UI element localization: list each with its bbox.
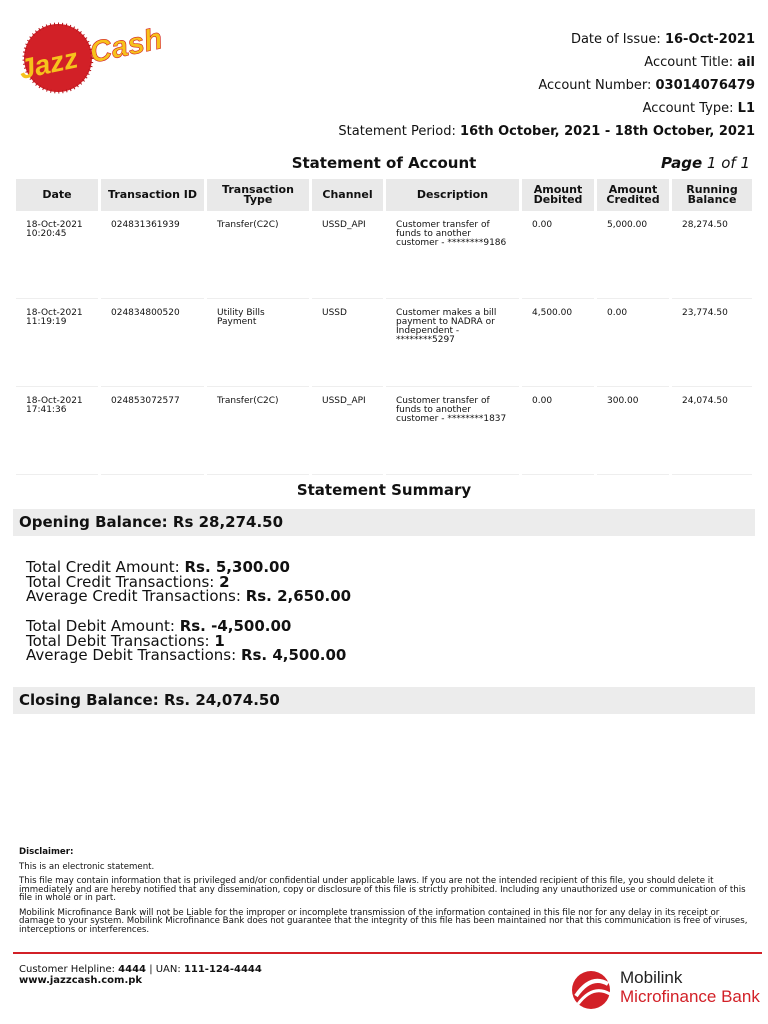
cell-debited: 4,500.00: [522, 299, 594, 387]
column-header: Amount Credited: [597, 179, 669, 211]
statement-header: [338, 28, 755, 143]
closing-balance: Closing Balance: Rs. 24,074.50: [13, 687, 755, 714]
cell-description: Customer makes a bill payment to NADRA or Independent - ********5297: [386, 299, 519, 387]
cell-balance: 24,074.50: [672, 387, 752, 475]
total-credit-transactions: Total Credit Transactions: 2: [26, 572, 230, 591]
cell-description: Customer transfer of funds to another customer - ********9186: [386, 211, 519, 299]
average-credit-transactions: Average Credit Transactions: Rs. 2,650.00: [26, 587, 352, 605]
svg-text:Jazz: Jazz: [16, 42, 81, 85]
mobilink-bank-logo: [568, 966, 760, 1012]
cell-balance: 28,274.50: [672, 211, 752, 299]
footer-contact: [19, 964, 262, 986]
jazzcash-logo: [14, 14, 184, 98]
cell-credited: 0.00: [597, 299, 669, 387]
footer-divider: [13, 952, 762, 954]
helpline: Customer Helpline: 4444 | UAN: 111-124-4444: [19, 964, 262, 975]
cell-transaction-type: Transfer(C2C): [207, 211, 309, 299]
date-of-issue: Date of Issue: 16-Oct-2021: [570, 32, 755, 47]
cell-transaction-type: Utility Bills Payment: [207, 299, 309, 387]
cell-debited: 0.00: [522, 211, 594, 299]
column-header: Running Balance: [672, 179, 752, 211]
cell-credited: 300.00: [597, 387, 669, 475]
cell-debited: 0.00: [522, 387, 594, 475]
mobilink-swirl-icon: [568, 966, 614, 1012]
column-header: Transaction ID: [101, 179, 204, 211]
column-header: Transaction Type: [207, 179, 309, 211]
cell-channel: USSD_API: [312, 211, 383, 299]
average-debit-transactions: Average Debit Transactions: Rs. 4,500.00: [26, 646, 347, 664]
debit-summary: [26, 619, 346, 663]
disclaimer: [19, 848, 757, 940]
cell-transaction-id: 024853072577: [101, 387, 204, 475]
column-header: Channel: [312, 179, 383, 211]
bank-name: Mobilink Microfinance Bank: [620, 968, 760, 1006]
cell-balance: 23,774.50: [672, 299, 752, 387]
website-link[interactable]: www.jazzcash.com.pk: [19, 975, 143, 986]
column-header: Amount Debited: [522, 179, 594, 211]
table-header-row: [16, 179, 752, 211]
account-type: Account Type: L1: [642, 101, 755, 116]
cell-date: 18-Oct-2021 17:41:36: [16, 387, 98, 475]
svg-text:Cash: Cash: [86, 22, 166, 70]
transactions-table: [13, 179, 755, 475]
disclaimer-text: Mobilink Microfinance Bank will not be Liable for the improper or incomplete transmission of the information contained in this file nor for any delay in its receipt or damage to your system. Mobilink Microfinance Bank does not guarantee that the integrity of this file has been maintained nor that this communication is free of viruses, interceptions or interferences.: [19, 907, 748, 935]
opening-balance: Opening Balance: Rs 28,274.50: [13, 509, 755, 536]
credit-summary: [26, 560, 351, 604]
statement-title: Statement of Account: [291, 154, 477, 172]
column-header: Description: [386, 179, 519, 211]
cell-date: 18-Oct-2021 11:19:19: [16, 299, 98, 387]
total-credit-amount: Total Credit Amount: Rs. 5,300.00: [26, 558, 290, 576]
cell-channel: USSD_API: [312, 387, 383, 475]
disclaimer-heading: Disclaimer:: [19, 847, 74, 857]
total-debit-transactions: Total Debit Transactions: 1: [26, 631, 225, 650]
page-indicator: Page 1 of 1: [661, 154, 750, 172]
table-row: [16, 387, 752, 475]
table-row: [16, 211, 752, 299]
account-title: Account Title: ail: [644, 55, 755, 70]
statement-period: Statement Period: 16th October, 2021 - 18th October, 2021: [338, 124, 755, 139]
table-row: [16, 299, 752, 387]
column-header: Date: [16, 179, 98, 211]
disclaimer-text: This is an electronic statement.: [19, 861, 155, 872]
cell-transaction-type: Transfer(C2C): [207, 387, 309, 475]
disclaimer-text: This file may contain information that is privileged and/or confidential under applicable laws. If you are not the intended recipient of this file, you should delete it immediately and are hereby notified that any dissemination, copy or disclosure of this file is strictly prohibited. Including any unauthorized use or communication of this file in whole or in part.: [19, 876, 746, 903]
cell-channel: USSD: [312, 299, 383, 387]
cell-description: Customer transfer of funds to another customer - ********1837: [386, 387, 519, 475]
cell-transaction-id: 024834800520: [101, 299, 204, 387]
cell-date: 18-Oct-2021 10:20:45: [16, 211, 98, 299]
cell-credited: 5,000.00: [597, 211, 669, 299]
account-number: Account Number: 03014076479: [538, 78, 755, 93]
cell-transaction-id: 024831361939: [101, 211, 204, 299]
total-debit-amount: Total Debit Amount: Rs. -4,500.00: [26, 617, 292, 635]
summary-title: Statement Summary: [296, 481, 472, 499]
